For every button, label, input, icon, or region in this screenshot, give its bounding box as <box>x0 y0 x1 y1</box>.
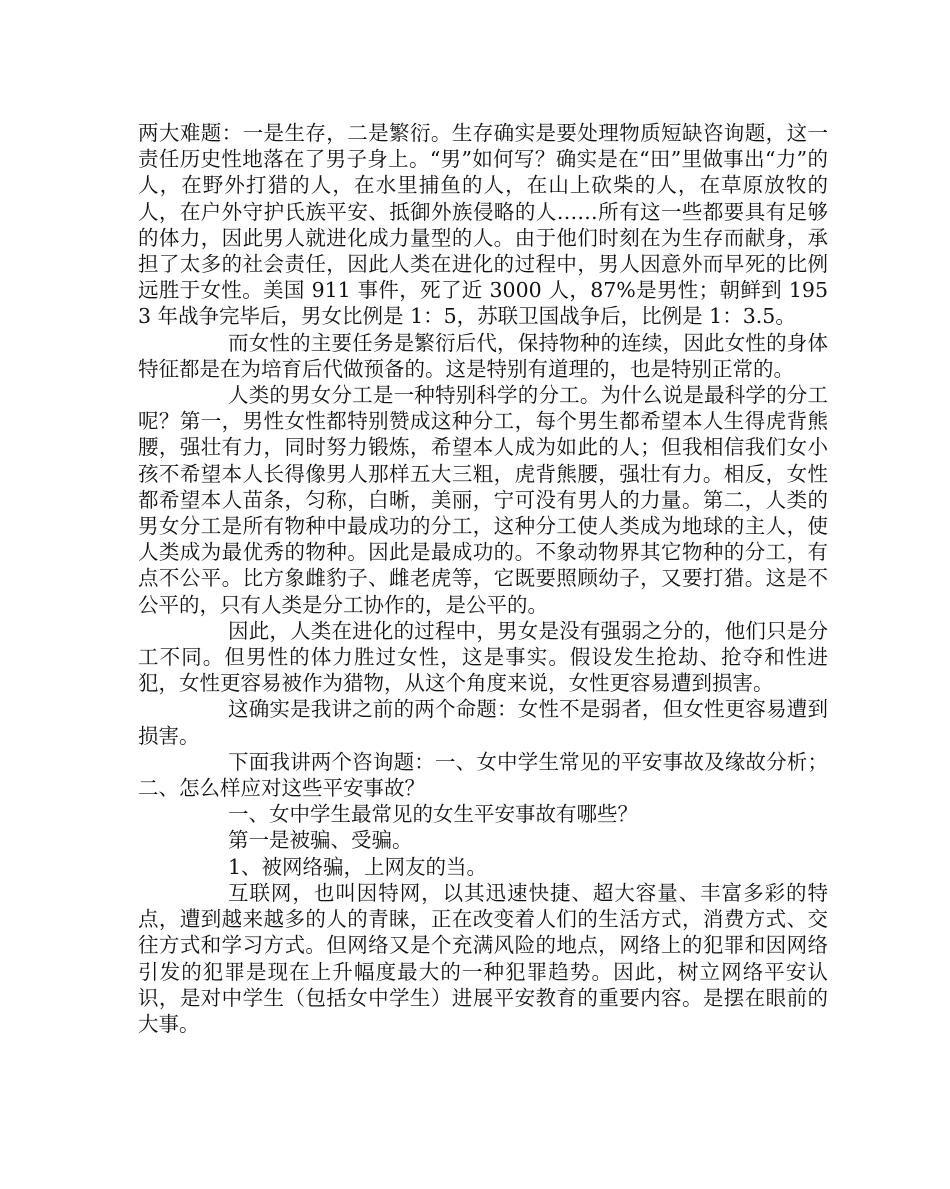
section-heading: 一、女中学生最常见的女生平安事故有哪些？ <box>228 802 638 827</box>
subsection-heading: 第一是被骗、受骗。 <box>228 828 413 853</box>
paragraph: 这确实是我讲之前的两个命题：女性不是弱者，但女性更容易遭到损害。 <box>138 697 828 748</box>
paragraph: 下面我讲两个咨询题：一、女中学生常见的平安事故及缘故分析；二、怎么样应对这些平安事故？ <box>138 749 828 801</box>
paragraph: 互联网，也叫因特网，以其迅速快捷、超大容量、丰富多彩的特点，遭到越来越多的人的青睐，正在改变着人们的生活方式，消费方式、交往方式和学习方式。但网络又是个充满风险的地点，网络上的犯罪和因网络引发的犯罪是现在上升幅度最大的一种犯罪趋势。因此，树立网络平安认识，是对中学生（包括女中学生）进展平安教育的重要内容。是摆在眼前的大事。 <box>138 880 828 1036</box>
document-page <box>138 120 828 1037</box>
paragraph: 人类的男女分工是一种特别科学的分工。为什么说是最科学的分工呢？第一，男性女性都特别赞成这种分工，每个男生都希望本人生得虎背熊腰，强壮有力，同时努力锻炼，希望本人成为如此的人；但我相信我们女小孩不希望本人长得像男人那样五大三粗，虎背熊腰，强壮有力。相反，女性都希望本人苗条，匀称，白晰，美丽，宁可没有男人的力量。第二，人类的男女分工是所有物种中最成功的分工，这种分工使人类成为地球的主人，使人类成为最优秀的物种。因此是最成功的。不象动物界其它物种的分工，有点不公平。比方象雌豹子、雌老虎等，它既要照顾幼子，又要打猎。这是不公平的，只有人类是分工协作的，是公平的。 <box>138 383 828 617</box>
paragraph: 两大难题：一是生存，二是繁衍。生存确实是要处理物质短缺咨询题，这一责任历史性地落在了男子身上。“男”如何写？确实是在“田”里做事出“力”的人，在野外打猎的人，在水里捕鱼的人，在山上砍柴的人，在草原放牧的人，在户外守护氏族平安、抵御外族侵略的人……所有这一些都要具有足够的体力，因此男人就进化成力量型的人。由于他们时刻在为生存而献身，承担了太多的社会责任，因此人类在进化的过程中，男人因意外而早死的比例远胜于女性。美国 911 事件，死了近 3000 人，87%是男性；朝鲜到 1953 年战争完毕后，男女比例是 1：5，苏联卫国战争后，比例是 1：3.5。 <box>138 121 828 329</box>
list-item-heading: 1、被网络骗，上网友的当。 <box>228 854 488 879</box>
paragraph: 而女性的主要任务是繁衍后代，保持物种的连续，因此女性的身体特征都是在为培育后代做预备的。这是特别有道理的，也是特别正常的。 <box>138 330 828 381</box>
paragraph: 因此，人类在进化的过程中，男女是没有强弱之分的，他们只是分工不同。但男性的体力胜过女性，这是事实。假设发生抢劫、抢夺和性进犯，女性更容易被作为猎物，从这个角度来说，女性更容易遭到损害。 <box>138 618 828 696</box>
